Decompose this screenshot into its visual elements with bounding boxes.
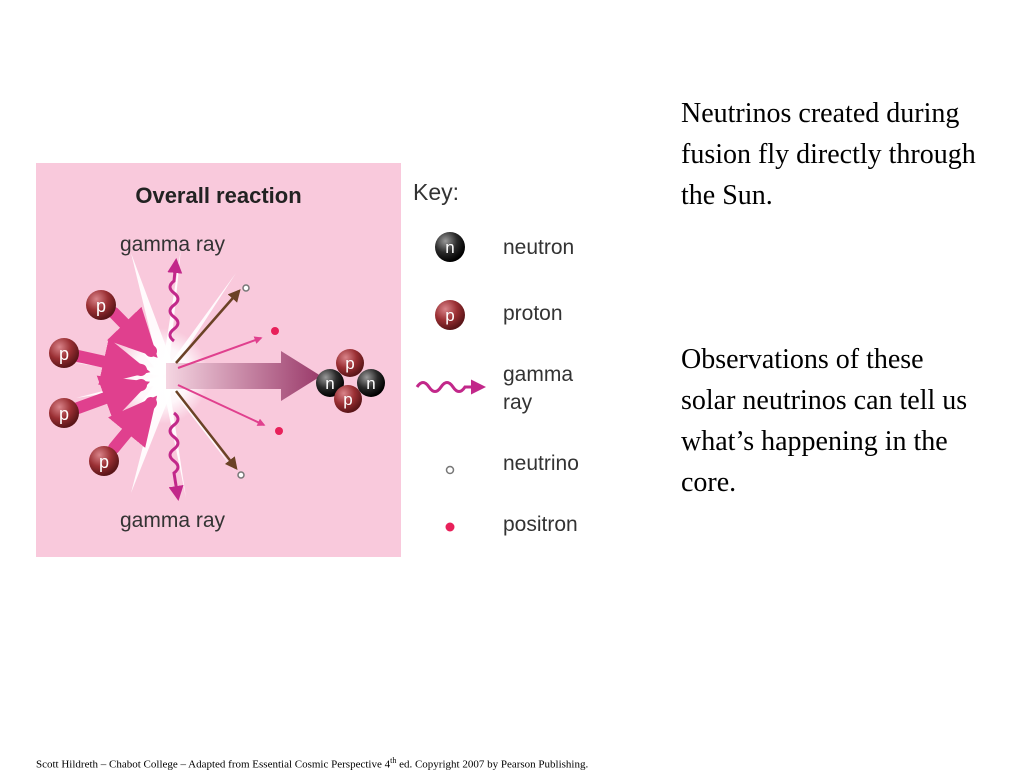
key-title: Key: bbox=[413, 179, 460, 205]
neutrino-icon bbox=[440, 460, 460, 480]
svg-text:n: n bbox=[366, 374, 376, 393]
neutrino-dot bbox=[243, 285, 249, 291]
positron-dot bbox=[271, 327, 279, 335]
neutrino-arrow-down bbox=[176, 391, 236, 468]
paragraph-observations: Observations of these solar neutrinos can tell us what’s happening in the core. bbox=[681, 344, 968, 498]
svg-text:p: p bbox=[58, 404, 70, 424]
key-label-positron: positron bbox=[503, 513, 578, 536]
neutrino-dot bbox=[238, 472, 244, 478]
key-label-neutron: neutron bbox=[503, 236, 575, 259]
proton-particle bbox=[86, 290, 116, 320]
key-label-neutrino: neutrino bbox=[503, 452, 579, 475]
positron-dot bbox=[275, 427, 283, 435]
key-item-neutron bbox=[405, 225, 615, 275]
proton-icon bbox=[430, 295, 470, 335]
key-item-neutrino bbox=[405, 450, 615, 500]
proton-particle bbox=[49, 398, 79, 428]
key-label-proton: proton bbox=[503, 302, 563, 325]
gamma-ray-icon bbox=[413, 371, 493, 401]
diagram-title: Overall reaction bbox=[135, 183, 302, 208]
footer-rest: ed. Copyright 2007 by Pearson Publishing. bbox=[396, 758, 589, 771]
svg-text:p: p bbox=[343, 390, 353, 409]
key-item-proton bbox=[405, 293, 615, 343]
neutrino-arrow-up bbox=[176, 291, 239, 363]
svg-text:n: n bbox=[325, 374, 335, 393]
neutron-icon bbox=[430, 227, 470, 267]
footer-main: Scott Hildreth – Chabot College – Adapted from Essential Cosmic Perspective 4 bbox=[36, 758, 391, 771]
proton-particle bbox=[49, 338, 79, 368]
svg-text:p: p bbox=[95, 296, 107, 316]
paragraph-neutrinos-created: Neutrinos created during fusion fly directly through the Sun. bbox=[681, 98, 976, 211]
svg-text:p: p bbox=[98, 452, 110, 472]
helium-nucleus bbox=[316, 349, 385, 413]
gamma-ray-top-label: gamma ray bbox=[120, 233, 226, 256]
reaction-illustration bbox=[36, 163, 401, 557]
footer-credit bbox=[36, 756, 588, 771]
svg-text:n: n bbox=[445, 238, 455, 257]
proton-particle bbox=[89, 446, 119, 476]
legend-key bbox=[405, 175, 615, 555]
svg-text:p: p bbox=[58, 344, 70, 364]
footer-sup: th bbox=[390, 756, 397, 765]
reaction-diagram bbox=[36, 163, 401, 557]
positron-icon bbox=[440, 517, 460, 537]
svg-text:p: p bbox=[345, 354, 355, 373]
key-item-gamma-ray bbox=[405, 361, 615, 421]
svg-text:p: p bbox=[445, 306, 455, 325]
gamma-ray-down-arrow bbox=[170, 413, 178, 498]
key-item-positron bbox=[405, 505, 615, 555]
gamma-ray-bottom-label: gamma ray bbox=[120, 509, 226, 532]
key-label-gamma-ray: gamma ray bbox=[503, 363, 574, 414]
